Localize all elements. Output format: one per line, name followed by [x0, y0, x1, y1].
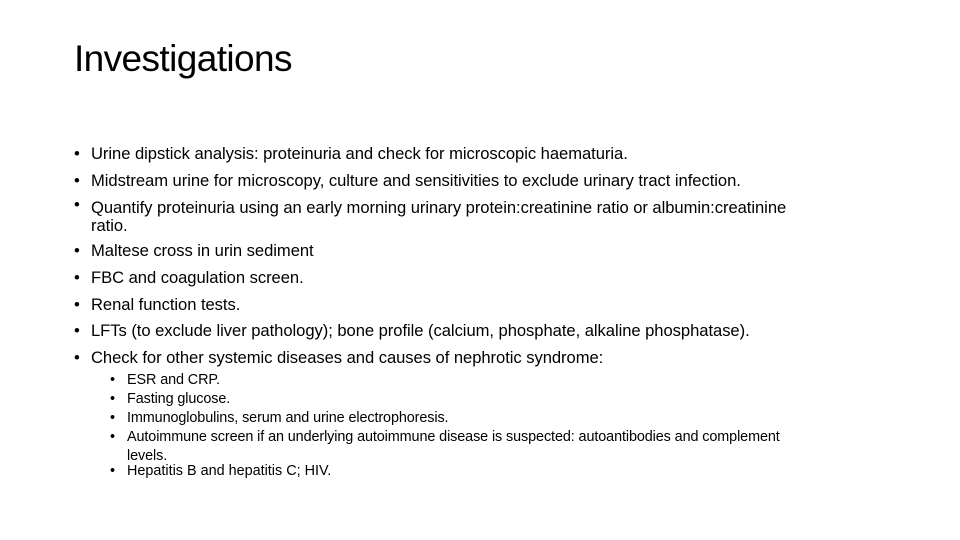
list-item: • FBC and coagulation screen.: [74, 267, 914, 288]
slide-title: Investigations: [74, 38, 292, 79]
main-bullet-list: [74, 143, 914, 374]
sub-list-item: • Autoimmune screen if an underlying autoimmune disease is suspected: autoantibodies and complement: [110, 428, 870, 447]
sub-list-item-line: levels.: [127, 448, 168, 464]
sub-list-item: • ESR and CRP.: [110, 371, 870, 390]
sub-list-item: • Fasting glucose.: [110, 390, 870, 409]
list-item: • LFTs (to exclude liver pathology); bone profile (calcium, phosphate, alkaline phosphatase).: [74, 320, 914, 341]
sub-bullet-list-indented: [110, 462, 331, 481]
list-item: [74, 197, 914, 234]
list-item: • Renal function tests.: [74, 294, 914, 315]
list-item: • Midstream urine for microscopy, culture and sensitivities to exclude urinary tract infection.: [74, 170, 914, 191]
list-item-line: ratio.: [91, 215, 128, 235]
sub-bullet-list: [110, 371, 870, 463]
list-item: • Maltese cross in urin sediment: [74, 240, 914, 261]
list-item-line: • Quantify proteinuria using an early morning urinary protein:creatinine ratio or albumin:creatinine: [91, 197, 787, 217]
sub-list-item: • Hepatitis B and hepatitis C; HIV.: [110, 462, 331, 481]
list-item: • Check for other systemic diseases and causes of nephrotic syndrome:: [74, 347, 914, 368]
sub-list-item: • Immunoglobulins, serum and urine electrophoresis.: [110, 409, 870, 428]
list-item: • Urine dipstick analysis: proteinuria and check for microscopic haematuria.: [74, 143, 914, 164]
